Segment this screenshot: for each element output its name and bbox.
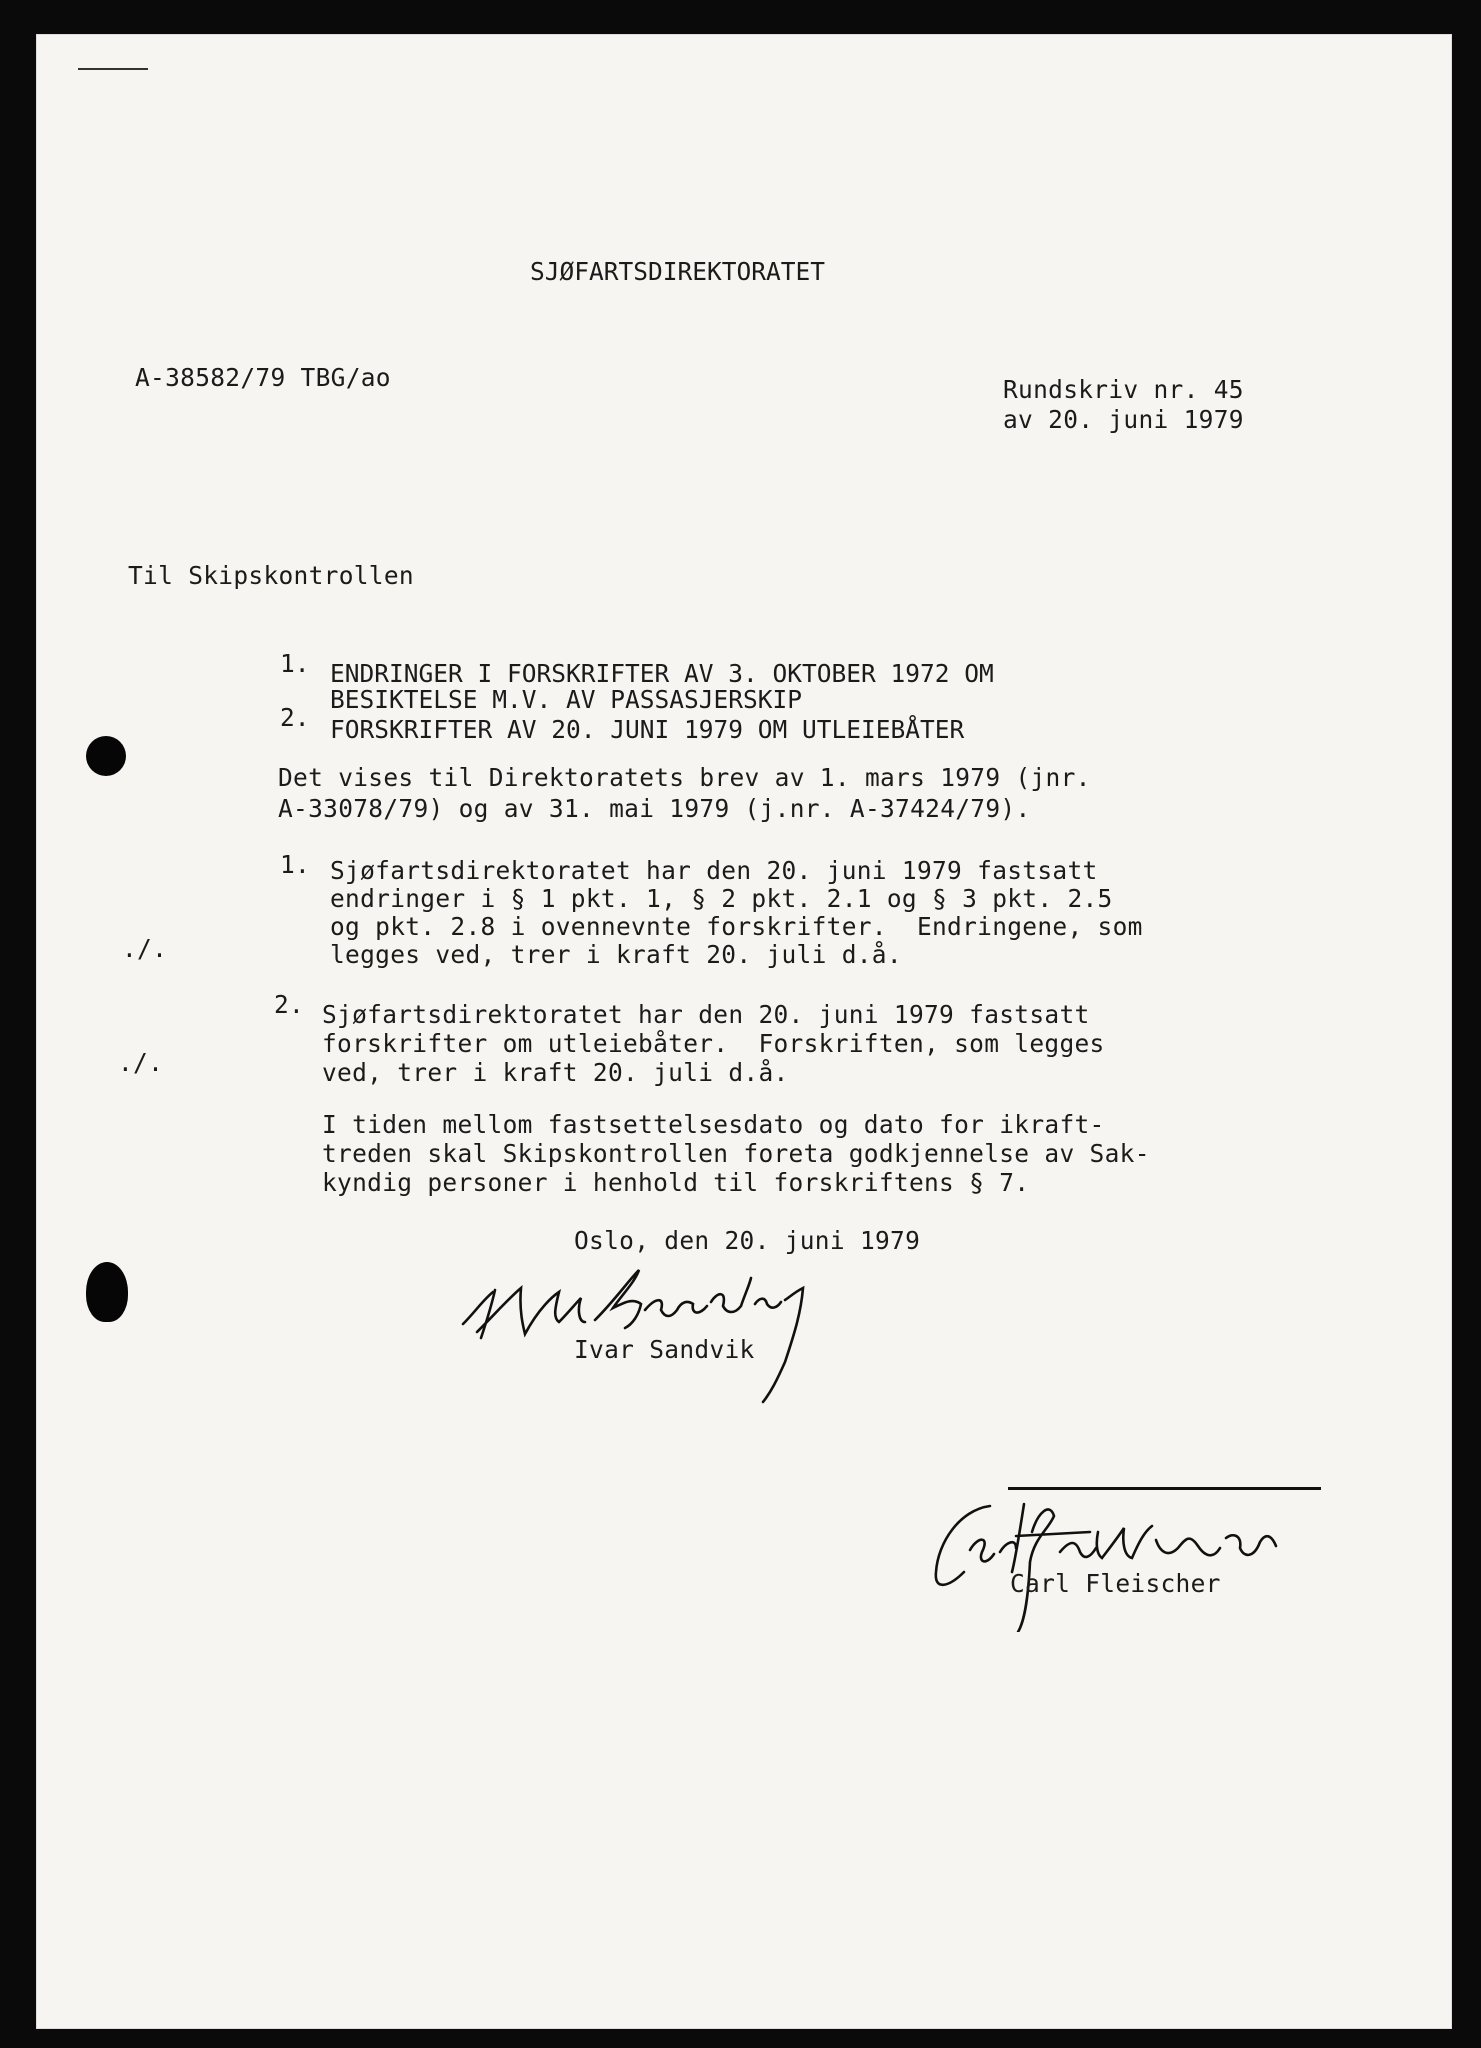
intro-line-1: Det vises til Direktoratets brev av 1. mars 1979 (jnr. — [278, 763, 1091, 792]
point-1-line-4: legges ved, trer i kraft 20. juli d.å. — [330, 940, 902, 969]
circular-date: av 20. juni 1979 — [1003, 405, 1244, 434]
subject-2-number: 2. — [280, 703, 310, 732]
point-1-line-2: endringer i § 1 pkt. 1, § 2 pkt. 2.1 og § 3 pkt. 2.5 — [330, 884, 1113, 913]
deadline-line-3: kyndig personer i henhold til forskriftens § 7. — [322, 1168, 1030, 1197]
point-1-line-3: og pkt. 2.8 i ovennevnte forskrifter. Endringene, som — [330, 912, 1143, 941]
point-2-line-1: Sjøfartsdirektoratet har den 20. juni 1979 fastsatt — [322, 1000, 1090, 1029]
point-1-margin-mark: ./. — [122, 934, 168, 963]
point-2-number: 2. — [274, 990, 305, 1019]
signatory-2-name: Carl Fleischer — [1010, 1569, 1221, 1598]
intro-line-2: A-33078/79) og av 31. mai 1979 (j.nr. A-37424/79). — [278, 794, 1031, 823]
agency-header: SJØFARTSDIREKTORATET — [530, 257, 826, 286]
point-2-line-3: ved, trer i kraft 20. juli d.å. — [322, 1058, 789, 1087]
corner-mark — [78, 68, 148, 70]
circular-number: Rundskriv nr. 45 — [1003, 375, 1244, 404]
signature-rule — [1008, 1487, 1321, 1490]
point-1-line-1: Sjøfartsdirektoratet har den 20. juni 1979 fastsatt — [330, 856, 1098, 885]
subject-1-number: 1. — [280, 649, 310, 678]
signature-carl-fleischer — [920, 1492, 1320, 1632]
deadline-line-2: treden skal Skipskontrollen foreta godkjennelse av Sak- — [322, 1139, 1150, 1168]
punch-hole-top — [86, 736, 126, 776]
subject-1-line1: ENDRINGER I FORSKRIFTER AV 3. OKTOBER 1972 OM — [330, 659, 994, 688]
point-1-number: 1. — [280, 850, 311, 879]
subject-1-line2: BESIKTELSE M.V. AV PASSASJERSKIP — [330, 685, 803, 714]
recipient: Til Skipskontrollen — [128, 561, 414, 590]
punch-hole-bottom — [86, 1262, 128, 1322]
signatory-1-name: Ivar Sandvik — [574, 1335, 755, 1364]
point-2-line-2: forskrifter om utleiebåter. Forskriften, som legges — [322, 1029, 1105, 1058]
deadline-line-1: I tiden mellom fastsettelsesdato og dato for ikraft- — [322, 1110, 1105, 1139]
point-2-margin-mark: ./. — [118, 1048, 164, 1077]
reference-number: A-38582/79 TBG/ao — [135, 363, 391, 392]
signature-ivar-sandvik — [455, 1252, 875, 1412]
subject-2-line1: FORSKRIFTER AV 20. JUNI 1979 OM UTLEIEBÅTER — [330, 715, 965, 744]
place-date: Oslo, den 20. juni 1979 — [574, 1226, 921, 1255]
